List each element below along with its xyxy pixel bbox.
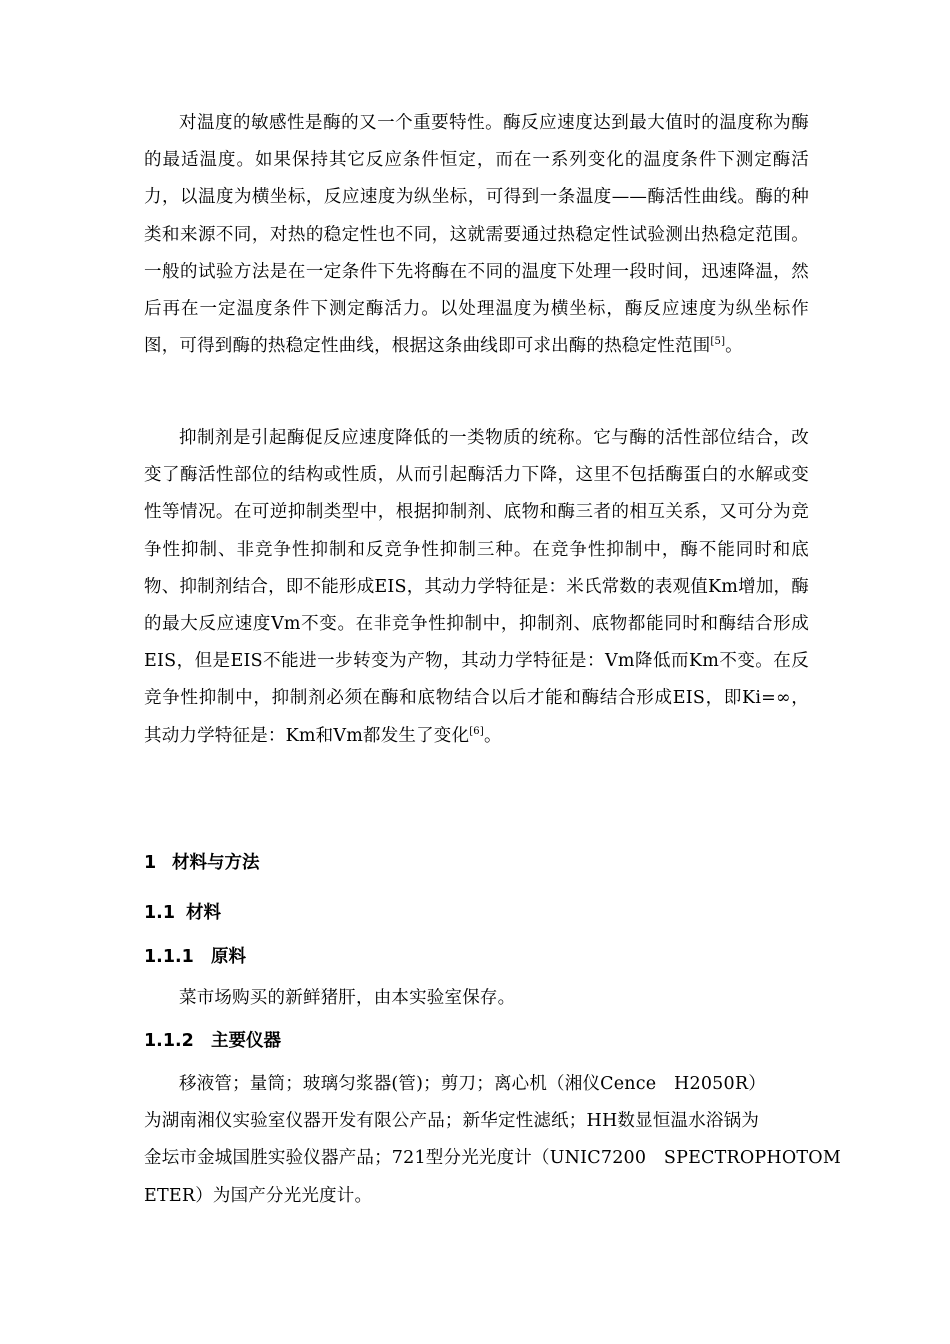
section-heading-1	[144, 851, 260, 875]
section-title: 主要仪器	[211, 1031, 281, 1051]
body-line: 为湖南湘仪实验室仪器开发有限公产品；新华定性滤纸；HH数显恒温水浴锅为	[144, 1111, 760, 1132]
section-title: 材料	[186, 903, 221, 923]
section-number: 1	[144, 853, 157, 873]
section-heading-1-1	[144, 901, 221, 925]
body-line: 菜市场购买的新鲜猪肝，由本实验室保存。	[179, 988, 516, 1008]
body-line: 金坛市金城国胜实验仪器产品；721型分光光度计（UNIC7200 SPECTROPHOTOM	[144, 1148, 841, 1169]
section-number: 1.1.1	[144, 947, 194, 967]
paragraph-text: 对温度的敏感性是酶的又一个重要特性。酶反应速度达到最大值时的温度称为酶的最适温度。如果保持其它反应条件恒定，而在一系列变化的温度条件下测定酶活力，以温度为横坐标，反应速度为纵坐标，可得到一条温度——酶活性曲线。酶的种类和来源不同，对热的稳定性也不同，这就需要通过热稳定性试验测出热稳定范围。一般的试验方法是在一定条件下先将酶在不同的温度下处理一段时间，迅速降温，然后再在一定温度条件下测定酶活力。以处理温度为横坐标，酶反应速度为纵坐标作图，可得到酶的热稳定性曲线，根据这条曲线即可求出酶的热稳定性范围	[144, 113, 809, 357]
section-body-raw-materials	[144, 980, 809, 1017]
citation-ref: [5]	[710, 336, 726, 348]
paragraph-end: 。	[725, 336, 743, 357]
paragraph-text: 抑制剂是引起酶促反应速度降低的一类物质的统称。它与酶的活性部位结合，改变了酶活性部位的结构或性质，从而引起酶活力下降，这里不包括酶蛋白的水解或变性等情况。在可逆抑制类型中，根据抑制剂、底物和酶三者的相互关系，又可分为竞争性抑制、非竞争性抑制和反竞争性抑制三种。在竞争性抑制中，酶不能同时和底物、抑制剂结合，即不能形成EIS，其动力学特征是：米氏常数的表观值Km增加，酶的最大反应速度Vm不变。在非竞争性抑制中，抑制剂、底物都能同时和酶结合形成EIS，但是EIS不能进一步转变为产物，其动力学特征是：Vm降低而Km不变。在反竞争性抑制中，抑制剂必须在酶和底物结合以后才能和酶结合形成EIS，即Ki=∞，其动力学特征是：Km和Vm都发生了变化	[144, 428, 809, 746]
section-number: 1.1	[144, 903, 176, 923]
paragraph-end: 。	[483, 725, 502, 746]
section-title: 材料与方法	[172, 853, 260, 873]
section-heading-1-1-1	[144, 945, 246, 969]
body-line: 移液管；量筒；玻璃匀浆器(管)；剪刀；离心机（湘仪Cence H2050R）	[179, 1074, 766, 1094]
section-heading-1-1-2	[144, 1029, 281, 1053]
body-line: ETER）为国产分光光度计。	[144, 1185, 373, 1206]
section-title: 原料	[211, 947, 246, 967]
paragraph-temperature-sensitivity	[144, 105, 809, 365]
section-number: 1.1.2	[144, 1031, 194, 1051]
citation-ref: [6]	[469, 725, 484, 737]
section-body-instruments	[144, 1066, 841, 1215]
paragraph-inhibitors	[144, 420, 809, 755]
